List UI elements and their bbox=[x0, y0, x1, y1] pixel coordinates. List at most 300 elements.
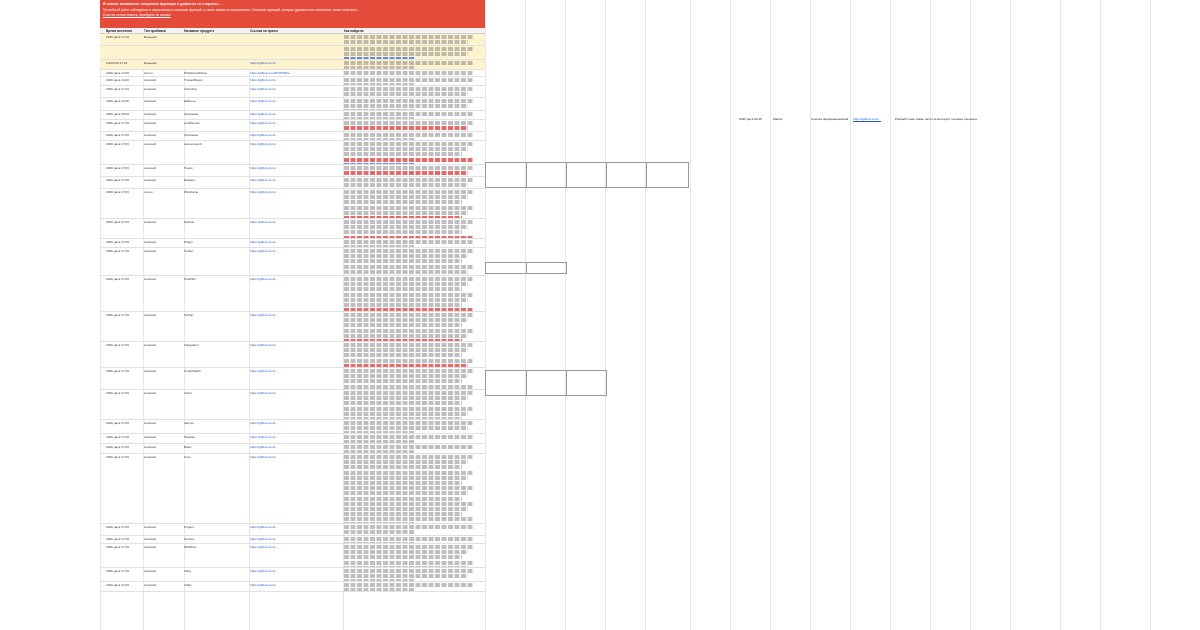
far-right-row bbox=[735, 116, 1100, 123]
row-link[interactable]: https://github.com/PHPOffice bbox=[250, 71, 290, 75]
row-user[interactable]: Алексей bbox=[144, 99, 156, 103]
row-description[interactable] bbox=[344, 47, 484, 60]
table-row[interactable] bbox=[100, 189, 485, 219]
row-name[interactable]: Toolkit bbox=[184, 249, 193, 253]
gridline bbox=[930, 0, 931, 630]
row-description[interactable] bbox=[344, 121, 484, 132]
row-link[interactable]: https://github.com/... bbox=[250, 421, 278, 425]
row-description[interactable] bbox=[344, 445, 484, 454]
gridline bbox=[1150, 0, 1151, 630]
description-line bbox=[344, 142, 474, 146]
outlined-block-3 bbox=[485, 370, 607, 396]
far-row-desc: Разработчики также часто используют похожие решения... bbox=[895, 117, 980, 121]
row-name[interactable]: Project bbox=[184, 525, 194, 529]
row-name[interactable]: Пример bbox=[184, 435, 196, 439]
description-line bbox=[344, 497, 462, 501]
row-description[interactable] bbox=[344, 99, 484, 111]
gridline bbox=[690, 0, 691, 630]
table-row[interactable] bbox=[100, 248, 485, 276]
row-link[interactable]: https://github.com/... bbox=[250, 537, 278, 541]
row-date[interactable]: 2020 дата 17:04 bbox=[106, 87, 129, 91]
row-description[interactable] bbox=[344, 112, 484, 120]
description-line bbox=[344, 265, 474, 269]
description-line bbox=[344, 211, 468, 215]
row-name[interactable]: PhpSpreadsheet bbox=[184, 71, 208, 75]
description-line bbox=[344, 525, 474, 529]
banner-link[interactable]: Если вы хотите помочь, перейдите по ссылке bbox=[103, 13, 171, 18]
description-line bbox=[344, 426, 468, 430]
row-date[interactable]: 2020 дата 17:03 bbox=[106, 545, 129, 549]
table-row[interactable] bbox=[100, 120, 485, 132]
description-line bbox=[344, 171, 468, 175]
gridline bbox=[890, 0, 891, 630]
row-name[interactable]: Шаблон bbox=[184, 99, 196, 103]
description-line bbox=[344, 183, 468, 187]
row-link[interactable]: https://github.com/... bbox=[250, 249, 278, 253]
row-user[interactable]: Бенедикт bbox=[144, 61, 158, 65]
description-line bbox=[344, 71, 474, 75]
row-name[interactable]: Описание bbox=[184, 133, 199, 137]
row-link[interactable]: https://github.com/... bbox=[250, 61, 278, 65]
description-line bbox=[344, 200, 462, 204]
description-line bbox=[344, 401, 462, 405]
row-description[interactable] bbox=[344, 220, 484, 239]
description-line bbox=[344, 47, 474, 51]
description-line bbox=[344, 569, 474, 573]
description-line bbox=[344, 583, 474, 587]
row-date[interactable]: 2020 дата 17:03 bbox=[106, 313, 129, 317]
table-row[interactable] bbox=[100, 568, 485, 582]
description-line bbox=[344, 343, 474, 347]
row-date[interactable]: 2020 дата 17:03 bbox=[106, 537, 129, 541]
description-line bbox=[344, 369, 474, 373]
row-date[interactable]: 2020 дата 15:03 bbox=[106, 112, 129, 116]
description-line bbox=[344, 545, 474, 549]
row-name[interactable]: Basic bbox=[184, 445, 192, 449]
description-line bbox=[344, 270, 468, 274]
row-date[interactable]: 2020 дата 17:03 bbox=[106, 35, 129, 39]
row-link[interactable]: https://github.com/... bbox=[250, 190, 278, 194]
description-line bbox=[344, 313, 474, 317]
table-row[interactable] bbox=[100, 434, 485, 444]
gridline bbox=[850, 0, 851, 630]
row-link[interactable]: https://github.com/... bbox=[250, 220, 278, 224]
description-line bbox=[344, 87, 474, 91]
row-name[interactable]: Набор bbox=[184, 313, 194, 317]
description-line bbox=[344, 195, 468, 199]
table-row[interactable] bbox=[100, 132, 485, 141]
row-description[interactable] bbox=[344, 133, 484, 141]
description-line bbox=[344, 225, 468, 229]
description-line bbox=[344, 99, 474, 103]
description-line bbox=[344, 537, 474, 541]
table-row[interactable] bbox=[100, 312, 485, 342]
description-line bbox=[344, 391, 474, 395]
row-link[interactable]: https://github.com/... bbox=[250, 435, 278, 439]
row-user[interactable]: Алексей bbox=[144, 455, 156, 459]
row-user[interactable]: Алексей bbox=[144, 545, 156, 549]
row-user[interactable]: Алексей bbox=[144, 121, 156, 125]
row-link[interactable]: https://github.com/... bbox=[250, 455, 278, 459]
row-link[interactable]: https://github.com/... bbox=[250, 112, 278, 116]
row-link[interactable]: https://github.com/... bbox=[250, 166, 278, 170]
row-description[interactable] bbox=[344, 569, 484, 582]
row-description[interactable] bbox=[344, 240, 484, 248]
description-line bbox=[344, 166, 474, 170]
row-description[interactable] bbox=[344, 455, 484, 524]
row-user[interactable]: Алексей bbox=[144, 78, 156, 82]
row-date[interactable]: 2020 дата 17:03 bbox=[106, 71, 129, 75]
description-line bbox=[344, 379, 462, 383]
table-row[interactable] bbox=[100, 390, 485, 420]
row-date[interactable]: 2020 дата 17:03 bbox=[106, 421, 129, 425]
header-type[interactable]: Тип пробавки bbox=[144, 29, 166, 33]
description-line bbox=[344, 561, 474, 565]
row-description[interactable] bbox=[344, 249, 484, 276]
gridline bbox=[970, 0, 971, 630]
row-date[interactable]: 2020 дата 17:03 bbox=[106, 240, 129, 244]
table-row[interactable] bbox=[100, 141, 485, 165]
row-user[interactable]: Алексей bbox=[144, 133, 156, 137]
far-row-date: 2020 дата 09:15 bbox=[739, 117, 762, 121]
header-banner bbox=[100, 0, 485, 28]
table-row[interactable] bbox=[100, 77, 485, 86]
description-line bbox=[344, 112, 474, 116]
description-line bbox=[344, 435, 474, 439]
row-description[interactable] bbox=[344, 537, 484, 544]
header-link[interactable]: Ссылка на проект bbox=[250, 29, 279, 33]
description-line bbox=[344, 298, 468, 302]
gridline bbox=[565, 0, 566, 630]
description-line bbox=[344, 190, 474, 194]
row-link[interactable]: https://github.com/... bbox=[250, 369, 278, 373]
row-user[interactable]: Алексей bbox=[144, 220, 156, 224]
row-date[interactable]: 2020 дата 17:03 bbox=[106, 369, 129, 373]
description-line bbox=[344, 220, 474, 224]
row-description[interactable] bbox=[344, 391, 484, 420]
table-row[interactable] bbox=[100, 524, 485, 536]
description-line bbox=[344, 530, 414, 534]
table-row[interactable] bbox=[100, 454, 485, 524]
row-user[interactable]: Алексей bbox=[144, 445, 156, 449]
row-name[interactable]: SmartWatch bbox=[184, 369, 201, 373]
row-user[interactable]: Алексей bbox=[144, 369, 156, 373]
description-line bbox=[344, 35, 474, 39]
gridline bbox=[485, 0, 486, 630]
row-user[interactable]: Алексей bbox=[144, 240, 156, 244]
table-row[interactable] bbox=[100, 165, 485, 177]
row-user[interactable]: Бенедикт bbox=[144, 35, 158, 39]
description-line bbox=[344, 230, 462, 234]
far-row-link[interactable]: https://github.com/... bbox=[853, 117, 881, 121]
row-user[interactable]: Антон bbox=[144, 71, 153, 75]
row-description[interactable] bbox=[344, 343, 484, 368]
description-line bbox=[344, 147, 468, 151]
row-name[interactable]: Utility bbox=[184, 583, 192, 587]
row-description[interactable] bbox=[344, 142, 484, 165]
row-description[interactable] bbox=[344, 545, 484, 568]
description-line bbox=[344, 486, 474, 490]
row-link[interactable]: https://github.com/... bbox=[250, 133, 278, 137]
row-name[interactable]: Описание bbox=[184, 112, 199, 116]
row-user[interactable]: Алексей bbox=[144, 166, 156, 170]
description-line bbox=[344, 421, 474, 425]
description-line bbox=[344, 206, 474, 210]
description-line bbox=[344, 481, 462, 485]
description-line bbox=[344, 455, 474, 459]
header-name[interactable]: Название продукта bbox=[184, 29, 215, 33]
row-user[interactable]: Алексей bbox=[144, 525, 156, 529]
row-link[interactable]: https://github.com/... bbox=[250, 142, 278, 146]
row-user[interactable]: Алексей bbox=[144, 112, 156, 116]
row-link[interactable]: https://github.com/... bbox=[250, 78, 278, 82]
row-link[interactable]: https://github.com/... bbox=[250, 178, 278, 182]
row-name[interactable]: Core bbox=[184, 455, 191, 459]
gridline bbox=[1100, 0, 1101, 630]
row-description[interactable] bbox=[344, 61, 484, 70]
row-user[interactable]: Алексей bbox=[144, 178, 156, 182]
row-name[interactable]: Гайд bbox=[184, 569, 191, 573]
row-date[interactable]: 2/2/25 09:17:01 bbox=[106, 61, 128, 65]
row-name[interactable]: WebPlus bbox=[184, 545, 197, 549]
description-line bbox=[344, 385, 474, 389]
description-line bbox=[344, 158, 474, 162]
far-row-name: Ссылка информационной bbox=[811, 117, 849, 121]
description-line bbox=[344, 329, 474, 333]
row-link[interactable]: https://github.com/... bbox=[250, 313, 278, 317]
row-date[interactable]: 2020 дата 17:03 bbox=[106, 220, 129, 224]
gridline bbox=[525, 0, 526, 630]
row-description[interactable] bbox=[344, 277, 484, 312]
row-description[interactable] bbox=[344, 87, 484, 98]
table-row[interactable] bbox=[100, 60, 485, 70]
gridline bbox=[810, 0, 811, 630]
row-link[interactable]: https://github.com/... bbox=[250, 391, 278, 395]
row-link[interactable]: https://github.com/... bbox=[250, 277, 278, 281]
table-row[interactable] bbox=[100, 276, 485, 312]
description-line bbox=[344, 407, 474, 411]
description-line bbox=[344, 396, 468, 400]
row-description[interactable] bbox=[344, 178, 484, 189]
description-line bbox=[344, 502, 474, 506]
row-name[interactable]: Поиск bbox=[184, 166, 193, 170]
description-line bbox=[344, 92, 468, 96]
table-row[interactable] bbox=[100, 368, 485, 390]
row-link[interactable]: https://github.com/... bbox=[250, 583, 278, 587]
row-date[interactable]: 2020 дата 17:03 bbox=[106, 435, 129, 439]
row-date[interactable]: 2020 дата 17:03 bbox=[106, 583, 129, 587]
description-line bbox=[344, 78, 474, 82]
description-line bbox=[344, 282, 468, 286]
description-line bbox=[344, 334, 468, 338]
row-name[interactable]: SmallFix bbox=[184, 277, 196, 281]
row-name[interactable]: Module bbox=[184, 220, 195, 224]
description-line bbox=[344, 104, 468, 108]
row-description[interactable] bbox=[344, 435, 484, 444]
row-link[interactable]: https://github.com/... bbox=[250, 545, 278, 549]
row-description[interactable] bbox=[344, 35, 484, 46]
gridline bbox=[645, 0, 646, 630]
row-description[interactable] bbox=[344, 421, 484, 434]
table-row[interactable] bbox=[100, 239, 485, 248]
row-date[interactable]: 2020 дата 17:03 bbox=[106, 569, 129, 573]
row-name[interactable]: Dataset bbox=[184, 178, 195, 182]
row-description[interactable] bbox=[344, 78, 484, 86]
description-line bbox=[344, 133, 474, 137]
row-link[interactable]: https://github.com/... bbox=[250, 569, 278, 573]
row-date[interactable]: 2020 дата 17:03 bbox=[106, 190, 129, 194]
row-description[interactable] bbox=[344, 166, 484, 177]
table-row[interactable] bbox=[100, 219, 485, 239]
table-row[interactable] bbox=[100, 342, 485, 368]
description-line bbox=[344, 517, 474, 521]
row-date[interactable]: 2020 дата 17:03 bbox=[106, 277, 129, 281]
table-row[interactable] bbox=[100, 111, 485, 120]
gridline bbox=[605, 0, 606, 630]
row-user[interactable]: Алексей bbox=[144, 537, 156, 541]
description-line bbox=[344, 40, 468, 44]
row-user[interactable]: Алексей bbox=[144, 421, 156, 425]
table-row[interactable] bbox=[100, 34, 485, 46]
description-line bbox=[344, 249, 474, 253]
row-name[interactable]: Wireframe bbox=[184, 190, 199, 194]
row-user[interactable]: Алексей bbox=[144, 583, 156, 587]
row-date[interactable]: 2020 дата 17:03 bbox=[106, 133, 129, 137]
description-line bbox=[344, 293, 474, 297]
description-line bbox=[344, 348, 468, 352]
row-user[interactable]: Алексей bbox=[144, 391, 156, 395]
row-link[interactable]: https://github.com/... bbox=[250, 121, 278, 125]
description-line bbox=[344, 550, 468, 554]
description-line bbox=[344, 303, 462, 307]
row-user[interactable]: Алексей bbox=[144, 249, 156, 253]
table-row[interactable] bbox=[100, 98, 485, 111]
row-description[interactable] bbox=[344, 525, 484, 535]
row-date[interactable]: 2020 дата 17:03 bbox=[106, 178, 129, 182]
table-row[interactable] bbox=[100, 582, 485, 592]
description-line bbox=[344, 178, 474, 182]
description-line bbox=[344, 323, 462, 327]
description-line bbox=[344, 512, 462, 516]
row-date[interactable]: 2020 дата 17:03 bbox=[106, 142, 129, 146]
row-link[interactable]: https://github.com/... bbox=[250, 343, 278, 347]
description-line bbox=[344, 259, 462, 263]
row-date[interactable]: 2020 дата 17:03 bbox=[106, 455, 129, 459]
row-date[interactable]: 2020 дата 17:03 bbox=[106, 445, 129, 449]
banner-title: В списке выявлены: ненужные функции и дефекты со стороны... bbox=[103, 2, 221, 6]
header-date[interactable]: Время внесения bbox=[106, 29, 132, 33]
row-user[interactable]: Алексей bbox=[144, 142, 156, 146]
row-name[interactable]: Plugin bbox=[184, 240, 193, 244]
description-line bbox=[344, 471, 474, 475]
description-line bbox=[344, 507, 468, 511]
row-date[interactable]: 2020 дата 17:03 bbox=[106, 525, 129, 529]
row-description[interactable] bbox=[344, 313, 484, 342]
description-line bbox=[344, 277, 474, 281]
row-name[interactable]: TrustedSteps bbox=[184, 78, 203, 82]
far-row-user: Мария bbox=[773, 117, 783, 121]
row-description[interactable] bbox=[344, 190, 484, 219]
row-link[interactable]: https://github.com/... bbox=[250, 87, 278, 91]
description-line bbox=[344, 287, 462, 291]
description-line bbox=[344, 121, 474, 125]
row-user[interactable]: Алексей bbox=[144, 569, 156, 573]
row-link[interactable]: https://github.com/... bbox=[250, 240, 278, 244]
row-description[interactable] bbox=[344, 583, 484, 592]
banner-text: Просьба об учёте соблюдения и неуказанных в описании функций, а также заявки на исправления. Описание функций, которые удалены или отключены, также отмечены... bbox=[103, 8, 360, 12]
description-line bbox=[344, 465, 462, 469]
description-line bbox=[344, 240, 474, 244]
row-date[interactable]: 2020 дата 13:00 bbox=[106, 99, 129, 103]
row-name[interactable]: Запуск bbox=[184, 421, 194, 425]
row-user[interactable]: Антон bbox=[144, 190, 153, 194]
row-name[interactable]: AuditServer bbox=[184, 121, 201, 125]
description-line bbox=[344, 491, 468, 495]
row-user[interactable]: Алексей bbox=[144, 435, 156, 439]
table-row[interactable] bbox=[100, 177, 485, 189]
description-line bbox=[344, 555, 462, 559]
row-link[interactable]: https://github.com/... bbox=[250, 445, 278, 449]
row-link[interactable]: https://github.com/... bbox=[250, 525, 278, 529]
row-name[interactable]: Client bbox=[184, 391, 192, 395]
row-link[interactable]: https://github.com/... bbox=[250, 99, 278, 103]
row-date[interactable]: 2020 дата 14:03 bbox=[106, 78, 129, 82]
row-name[interactable]: AwesomeLib bbox=[184, 142, 202, 146]
description-line bbox=[344, 52, 468, 56]
row-date[interactable]: 2020 дата 17:03 bbox=[106, 249, 129, 253]
row-name[interactable]: Integration bbox=[184, 343, 199, 347]
description-line bbox=[344, 476, 468, 480]
description-line bbox=[344, 445, 474, 449]
description-line bbox=[344, 254, 468, 258]
row-user[interactable]: Алексей bbox=[144, 87, 156, 91]
row-description[interactable] bbox=[344, 369, 484, 390]
description-line bbox=[344, 588, 414, 592]
row-date[interactable]: 2020 дата 17:03 bbox=[106, 391, 129, 395]
description-line bbox=[344, 460, 468, 464]
row-date[interactable]: 2020 дата 17:03 bbox=[106, 343, 129, 347]
description-line bbox=[344, 152, 462, 156]
gridline bbox=[770, 0, 771, 630]
description-line bbox=[344, 359, 474, 363]
outlined-block-1 bbox=[485, 162, 689, 188]
row-name[interactable]: ClientOrg bbox=[184, 87, 198, 91]
header-desc[interactable]: Как найдено bbox=[344, 29, 364, 33]
description-line bbox=[344, 61, 474, 65]
gridline bbox=[730, 0, 731, 630]
row-name[interactable]: Service bbox=[184, 537, 195, 541]
row-user[interactable]: Алексей bbox=[144, 343, 156, 347]
description-line bbox=[344, 126, 468, 130]
table-row[interactable] bbox=[100, 46, 485, 60]
table-row[interactable] bbox=[100, 86, 485, 98]
table-row[interactable] bbox=[100, 444, 485, 454]
table-row[interactable] bbox=[100, 70, 485, 77]
gridline bbox=[1010, 0, 1011, 630]
row-user[interactable]: Алексей bbox=[144, 277, 156, 281]
outlined-block-2 bbox=[485, 262, 567, 274]
description-line bbox=[344, 353, 462, 357]
table-row[interactable] bbox=[100, 544, 485, 568]
row-date[interactable]: 2020 дата 17:03 bbox=[106, 121, 129, 125]
row-date[interactable]: 2020 дата 17:03 bbox=[106, 166, 129, 170]
table-row[interactable] bbox=[100, 536, 485, 544]
description-line bbox=[344, 574, 468, 578]
table-row[interactable] bbox=[100, 420, 485, 434]
row-user[interactable]: Алексей bbox=[144, 313, 156, 317]
description-line bbox=[344, 318, 468, 322]
description-line bbox=[344, 412, 468, 416]
